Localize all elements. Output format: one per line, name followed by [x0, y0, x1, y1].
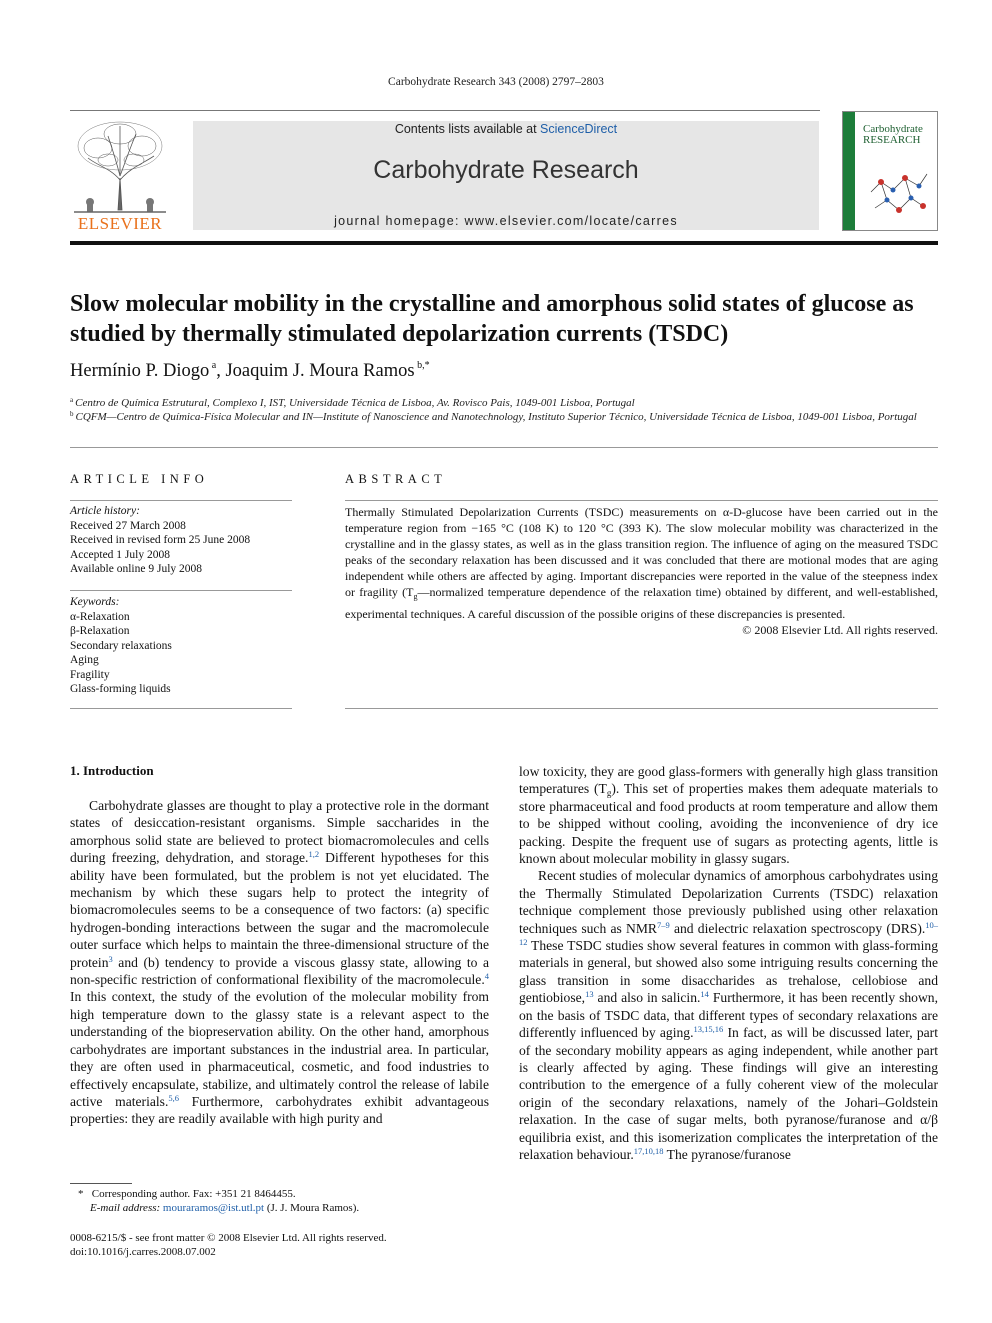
corresponding-author-note [70, 1187, 490, 1215]
corresponding-author-text: Corresponding author. Fax: +351 21 8464455. [91, 1188, 296, 1200]
author-2-affiliation-mark: b,* [417, 360, 430, 371]
email-suffix: (J. J. Moura Ramos). [264, 1202, 360, 1214]
abstract-tg-subscript: g [413, 592, 418, 602]
history-revised: Received in revised form 25 June 2008 [70, 534, 251, 546]
contents-line [193, 122, 819, 136]
intro-text: Recent studies of molecular dynamics of amorphous carbohydrates using the Thermally Stimulated Depolarization Currents (TSDC) relaxation technique complement those previously published using other relaxation techniques such as NMR [519, 868, 938, 936]
intro-text: Different hypotheses for this ability have been formulated, but the problem is not yet elucidated. The mechanism by which these sugars help to protect the integrity of biomacromolecules seems to be a consequence of two factors: (a) specific hydrogen-bonding interactions between the sugar and the macromolecule outer surface which helps to maintain the three-dimensional structure of the protein [70, 850, 489, 970]
keyword-item: Secondary relaxations [70, 639, 172, 652]
abstract-part-2: —normalized temperature dependence of the relaxation time) obtained by different, and well-established, experimental techniques. A careful discussion of the possible origins of these discrepancies is presented. [345, 585, 939, 621]
section-heading-introduction: 1. Introduction [70, 763, 154, 778]
footnote-star: * [78, 1188, 84, 1200]
article-history [70, 504, 292, 577]
keyword-item: Glass-forming liquids [70, 683, 171, 695]
author-2[interactable]: Joaquim J. Moura Ramos [225, 361, 415, 381]
reference-link[interactable]: 5,6 [168, 1092, 179, 1103]
intro-right-column [519, 763, 938, 1163]
header-rule [70, 110, 820, 111]
cover-spine [843, 112, 855, 230]
abstract-heading: ABSTRACT [345, 472, 447, 486]
elsevier-wordmark: ELSEVIER [77, 214, 163, 233]
intro-text: Furthermore, it has been recently shown, on the basis of TSDC data, that different types of secondary relaxations are differently influenced by aging. [519, 990, 938, 1041]
email-label: E-mail address: [90, 1202, 163, 1214]
reference-link[interactable]: 7–9 [657, 919, 670, 930]
journal-cover-thumbnail[interactable] [842, 111, 938, 231]
intro-text: and also in salicin. [593, 990, 701, 1006]
intro-paragraph-1 [70, 797, 489, 1128]
elsevier-tree-icon [70, 118, 170, 214]
journal-title: Carbohydrate Research [373, 156, 639, 184]
reference-link[interactable]: 14 [700, 989, 709, 1000]
doi-line[interactable]: doi:10.1016/j.carres.2008.07.002 [70, 1246, 216, 1258]
reference-link[interactable]: 3 [108, 953, 113, 964]
keyword-item: β-Relaxation [70, 625, 130, 637]
abstract-part-1: Thermally Stimulated Depolarization Currents (TSDC) measurements on α-D-glucose have been carried out in the temperature region from −165 °C (108 K) to 120 °C (393 K). The slow molecular mobility was characterized in the crystalline and in the glassy states, as well as in the glass transition region. The influence of aging on the measured TSDC peaks of the secondary relaxation has been discussed and it was concluded that there are motional modes that are aging independent while others are affected by aging. Important discrepancies were reported in the value of the steepness index or fragility (T [345, 505, 938, 600]
author-list [70, 360, 938, 382]
article-info-heading: ARTICLE INFO [70, 472, 209, 486]
author-1-affiliation-mark: a [211, 360, 217, 371]
reference-link[interactable]: 13,15,16 [693, 1024, 724, 1035]
intro-text: These TSDC studies show several features in common with glass-forming materials in general, but showed also some intriguing results concerning the glass transition in some disaccharides as trehalose, cellobiose and gentiobiose, [519, 938, 938, 1006]
abstract-rule [345, 500, 938, 501]
masthead-rule [70, 241, 938, 245]
elsevier-logo[interactable] [70, 118, 170, 234]
abstract-copyright: © 2008 Elsevier Ltd. All rights reserved. [742, 622, 938, 637]
footnote-rule [70, 1183, 132, 1184]
keyword-item: α-Relaxation [70, 610, 130, 623]
history-received: Received 27 March 2008 [70, 519, 186, 532]
keyword-item: Fragility [70, 668, 110, 681]
sciencedirect-link[interactable]: ScienceDirect [540, 122, 618, 136]
intro-text: Furthermore, carbohydrates exhibit advantageous properties: they are readily available with high purity and [70, 1093, 490, 1127]
intro-left-column [70, 797, 489, 1128]
issn-line: 0008-6215/$ - see front matter © 2008 Elsevier Ltd. All rights reserved. [70, 1232, 387, 1244]
tg-subscript: g [606, 788, 612, 799]
history-online: Available online 9 July 2008 [70, 563, 203, 575]
article-history-label: Article history: [70, 505, 140, 517]
keywords-rule [70, 590, 292, 591]
intro-text: low toxicity, they are good glass-formers with generally high glass transition temperatures (T [519, 764, 938, 797]
affiliation-rule [70, 447, 938, 448]
intro-text: The pyranose/furanose [663, 1146, 791, 1162]
article-info-rule [70, 500, 292, 501]
intro-text: and (b) tendency to provide a viscous glassy state, allowing to a non-specific restriction of conformational flexibility of the macromolecule. [70, 954, 489, 988]
abstract-body [345, 504, 938, 638]
intro-paragraph-continued [519, 763, 938, 867]
reference-link[interactable]: 1,2 [308, 849, 320, 860]
keywords-block [70, 595, 292, 697]
journal-homepage[interactable]: journal homepage: www.elsevier.com/locate/carres [334, 214, 678, 228]
contents-prefix: Contents lists available at [394, 122, 541, 136]
reference-link[interactable]: 4 [484, 971, 489, 982]
affiliation-b-text: CQFM—Centro de Química-Física Molecular and IN—Institute of Nanoscience and Nanotechnology, Instituto Superior Técnico, Universidade Técnica de Lisboa, 1049-001 Lisboa, Portugal [75, 411, 917, 423]
email-link[interactable]: mouraramos@ist.utl.pt [162, 1202, 265, 1214]
reference-link[interactable]: 13 [585, 989, 594, 1000]
intro-text: In fact, as will be discussed later, part of the secondary mobility appears as aging independent, while another part is clearly affected by aging. These findings will give an interesting contribution to the emergence of a fully coherent view of the molecular origin of the secondary relaxations, namely of the Johari–Goldstein relaxation. In the case of sugar melts, both pyranose/furanose and α/β equilibria exist, and this isomerization complicates the interpretation of the relaxation behaviour. [519, 1025, 938, 1162]
keyword-item: Aging [70, 654, 99, 666]
info-bottom-rule [70, 708, 292, 709]
affiliation-a-mark: a [70, 396, 74, 404]
reference-link[interactable]: 17,10,18 [633, 1145, 664, 1156]
cover-title: Carbohydrate RESEARCH [863, 123, 923, 146]
cover-molecule-icon [865, 152, 933, 226]
author-1[interactable]: Hermínio P. Diogo [70, 361, 210, 381]
journal-citation: Carbohydrate Research 343 (2008) 2797–2803 [388, 76, 604, 88]
affiliation-b-mark: b [70, 410, 74, 418]
intro-text: Carbohydrate glasses are thought to play a protective role in the dormant states of desiccation-resistant organisms. Simple saccharides in the amorphous solid state are believed to protect biomacromolecules and cells during freezing, dehydration, and storage. [70, 798, 489, 866]
affiliation-a-text: Centro de Química Estrutural, Complexo I, IST, Universidade Técnica de Lisboa, Av. Rovisco Pais, 1049-001 Lisboa, Portugal [75, 397, 635, 409]
abstract-bottom-rule [345, 708, 938, 709]
intro-text: In this context, the study of the evolution of the molecular mobility from high temperature down to the glassy state is a relevant aspect to the understanding of the biopreservation ability. On the other hand, amorphous carbohydrates are important substances in the industrial area. In particular, they are often used in pharmaceutical, cosmetic, and food industries to effectively encapsulate, stabilize, and ultimately control the release of labile active materials. [70, 989, 489, 1109]
history-accepted: Accepted 1 July 2008 [70, 548, 170, 561]
intro-text: ). This set of properties makes them adequate materials to store pharmaceutical and food products at room temperature and allow them to be shipped without cooling, avoiding the inconvenience of dry ice packing. Despite the frequent use of sugars as protecting agents, little is known about molecular mobility in glassy sugars. [519, 781, 938, 867]
affiliation-b [70, 407, 938, 425]
intro-paragraph-2 [519, 867, 938, 1163]
author-separator: , [216, 361, 226, 381]
article-title: Slow molecular mobility in the crystalline and amorphous solid states of glucose as studied by thermally stimulated depolarization currents (TSDC) [70, 291, 914, 347]
keywords-label: Keywords: [70, 596, 120, 608]
reference-link[interactable]: 10–12 [519, 919, 938, 948]
publication-info [70, 1231, 490, 1259]
intro-text: and dielectric relaxation spectroscopy (DRS). [669, 920, 926, 936]
